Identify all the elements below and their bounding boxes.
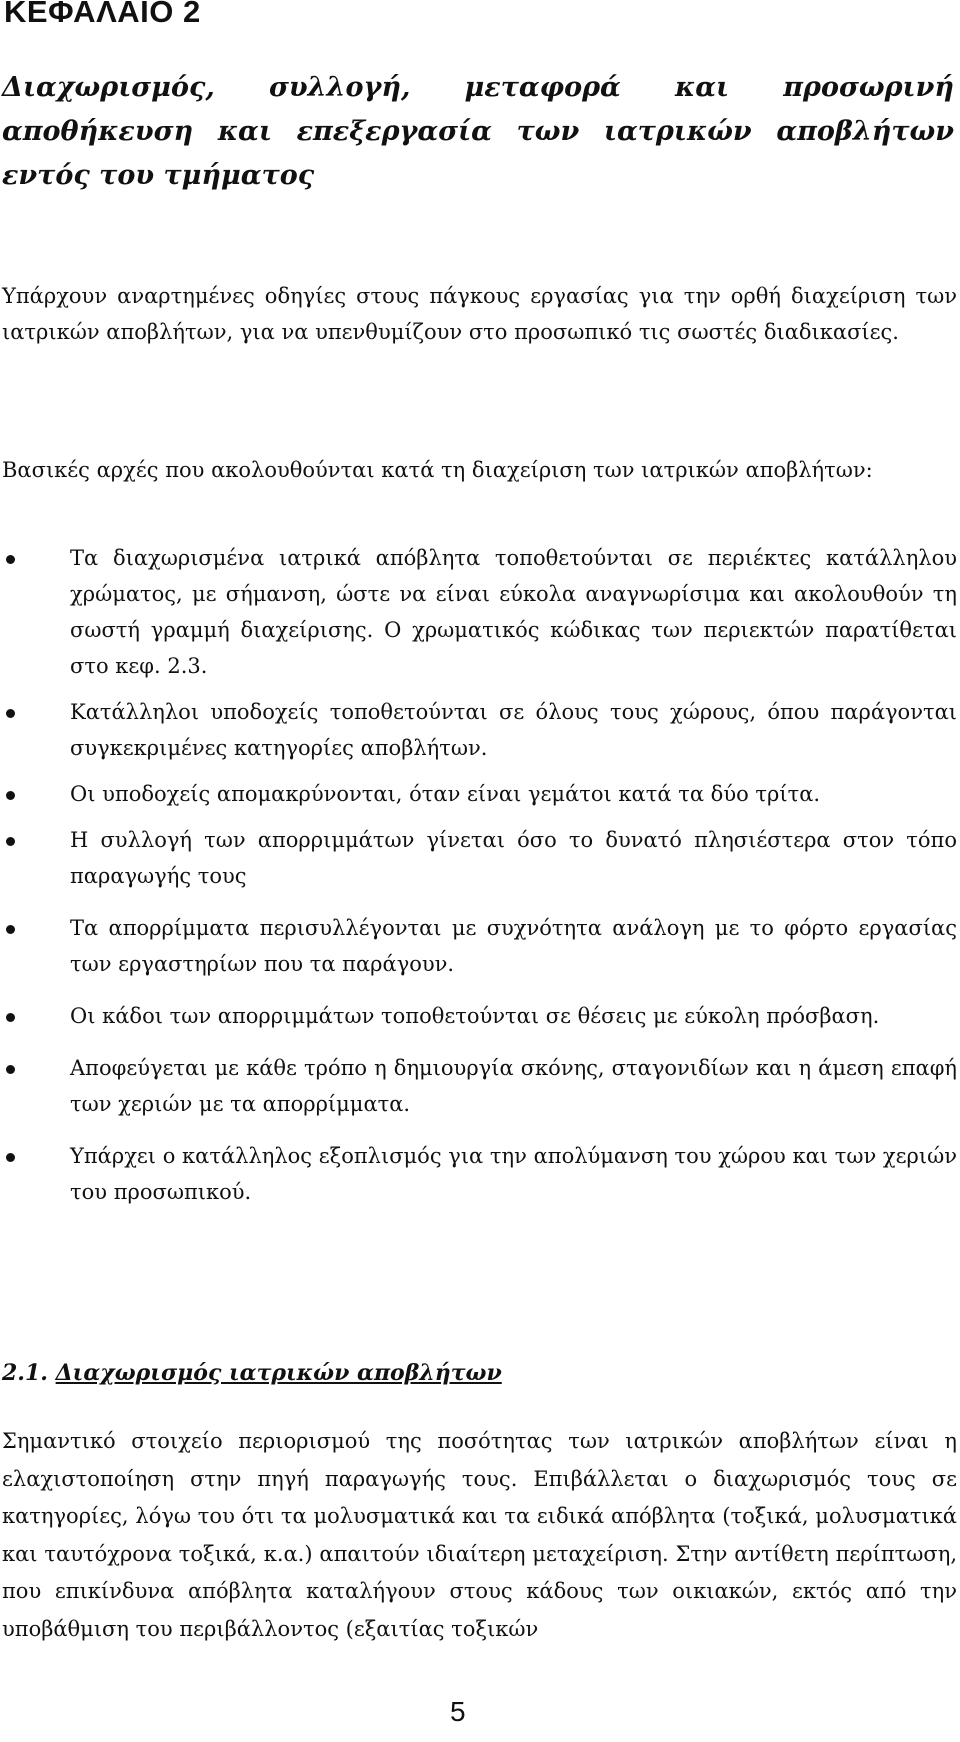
list-item-text: Αποφεύγεται με κάθε τρόπο η δημιουργία σκόνης, σταγονιδίων και η άμεση επαφή των χεριών με τα απορρίμματα.	[70, 1056, 957, 1116]
bullet-icon	[6, 837, 15, 846]
principles-intro: Βασικές αρχές που ακολουθούνται κατά τη διαχείριση των ιατρικών αποβλήτων:	[2, 458, 873, 482]
list-item	[0, 694, 957, 766]
bullet-icon	[6, 555, 15, 564]
list-item	[0, 540, 957, 684]
section-number: 2.1.	[2, 1360, 48, 1386]
list-item	[0, 998, 957, 1034]
list-item	[0, 1138, 957, 1210]
list-item	[0, 776, 957, 812]
section-heading	[2, 1360, 502, 1386]
list-item-text: Υπάρχει ο κατάλληλος εξοπλισμός για την απολύμανση του χώρου και των χεριών του προσωπικού.	[70, 1144, 957, 1204]
list-item-text: Κατάλληλοι υποδοχείς τοποθετούνται σε όλους τους χώρους, όπου παράγονται συγκεκριμένες κατηγορίες αποβλήτων.	[70, 700, 957, 760]
list-item-text: Οι υποδοχείς απομακρύνονται, όταν είναι γεμάτοι κατά τα δύο τρίτα.	[70, 782, 821, 806]
bullet-icon	[6, 1065, 15, 1074]
bullet-icon	[6, 925, 15, 934]
section-paragraph: Σημαντικό στοιχείο περιορισμού της ποσότητας των ιατρικών αποβλήτων είναι η ελαχιστοποίηση στην πηγή παραγωγής τους. Επιβάλλεται ο διαχωρισμός τους σε κατηγορίες, λόγω του ότι τα μολυσματικά και τα ειδικά απόβλητα (τοξικά, μολυσματικά και ταυτόχρονα τοξικά, κ.α.) απαιτούν ιδιαίτερη μεταχείριση. Στην αντίθετη περίπτωση, που επικίνδυνα απόβλητα καταλήγουν στους κάδους των οικιακών, εκτός από την υποβάθμιση του περιβάλλοντος (εξαιτίας τοξικών	[2, 1429, 957, 1641]
bullet-icon	[6, 1013, 15, 1022]
list-item-text: Τα διαχωρισμένα ιατρικά απόβλητα τοποθετούνται σε περιέκτες κατάλληλου χρώματος, με σήμανση, ώστε να είναι εύκολα αναγνωρίσιμα και ακολουθούν τη σωστή γραμμή διαχείρισης. Ο χρωματικός κώδικας των περιεκτών παρατίθεται στο κεφ. 2.3.	[70, 546, 957, 678]
section-title: Διαχωρισμός ιατρικών αποβλήτων	[55, 1360, 502, 1386]
list-item-text: Η συλλογή των απορριμμάτων γίνεται όσο το δυνατό πλησιέστερα στον τόπο παραγωγής τους	[70, 828, 957, 888]
bullet-icon	[6, 791, 15, 800]
list-item-text: Τα απορρίμματα περισυλλέγονται με συχνότητα ανάλογη με το φόρτο εργασίας των εργαστηρίων που τα παράγουν.	[70, 916, 957, 976]
principles-list	[0, 540, 957, 1210]
chapter-title: Διαχωρισμός, συλλογή, μεταφορά και προσωρινή αποθήκευση και επεξεργασία των ιατρικών αποβλήτων εντός του τμήματος	[2, 72, 954, 191]
list-item	[0, 1050, 957, 1122]
intro-paragraph: Υπάρχουν αναρτημένες οδηγίες στους πάγκους εργασίας για την ορθή διαχείριση των ιατρικών αποβλήτων, για να υπενθυμίζουν στο προσωπικό τις σωστές διαδικασίες.	[2, 284, 957, 344]
list-item	[0, 910, 957, 982]
bullet-icon	[6, 709, 15, 718]
chapter-heading: ΚΕΦΑΛΑΙΟ 2	[4, 0, 201, 29]
list-item-text: Οι κάδοι των απορριμμάτων τοποθετούνται σε θέσεις με εύκολη πρόσβαση.	[70, 1004, 880, 1028]
list-item	[0, 822, 957, 894]
page-number: 5	[450, 1696, 466, 1727]
bullet-icon	[6, 1153, 15, 1162]
